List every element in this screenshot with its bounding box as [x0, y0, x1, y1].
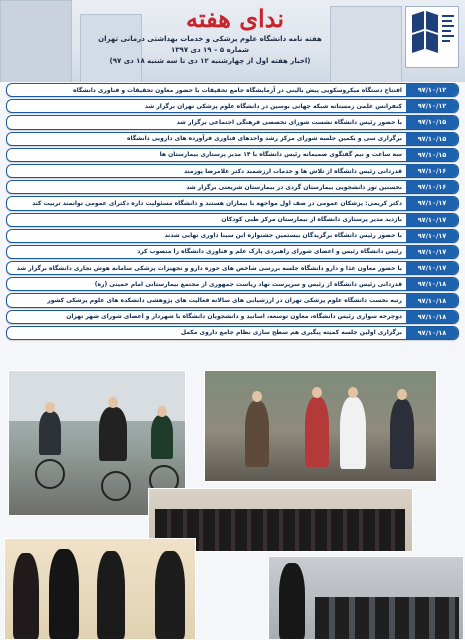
news-date: ۹۷/۱۰/۱۷ — [406, 214, 458, 226]
news-headline: با حضور رئیس دانشگاه برگزیدگان بیستمین جشنواره ابن سینا داوری نهایی شدند — [164, 232, 402, 240]
news-headline: نخستین تور دانشجویی بیمارستان گردی در بیمارستان شریعتی برگزار شد — [186, 183, 402, 191]
person-figure — [13, 553, 39, 639]
news-date: ۹۷/۱۰/۱۵ — [406, 149, 458, 161]
news-item[interactable] — [6, 148, 459, 162]
news-date: ۹۷/۱۰/۱۶ — [406, 181, 458, 193]
news-item[interactable] — [6, 99, 459, 113]
person-head — [348, 387, 358, 398]
person-head — [252, 391, 262, 402]
news-headline: با حضور رئیس دانشگاه نشست شورای تخصصی فرهنگی اجتماعی برگزار شد — [176, 118, 402, 126]
person-figure — [97, 551, 125, 639]
cyclist-figure — [151, 415, 173, 459]
photo-ceremony — [4, 538, 196, 640]
person-figure — [390, 399, 414, 469]
news-item[interactable] — [6, 310, 459, 324]
cyclist-head — [157, 406, 167, 417]
news-date: ۹۷/۱۰/۱۲ — [406, 84, 458, 96]
photo-hospital-tour — [204, 370, 437, 482]
cyclist-head — [45, 402, 55, 413]
person-head — [312, 387, 322, 398]
news-item[interactable] — [6, 229, 459, 243]
cyclist-figure — [39, 411, 61, 455]
news-date: ۹۷/۱۰/۱۷ — [406, 262, 458, 274]
news-date: ۹۷/۱۰/۱۵ — [406, 133, 458, 145]
news-date: ۹۷/۱۰/۱۸ — [406, 311, 458, 323]
news-headline: رتبه نخست دانشگاه علوم پزشکی تهران در ارزشیابی های سالانه فعالیت های پژوهشی دانشکده های علوم پزشکی کشور — [47, 297, 402, 305]
news-item[interactable] — [6, 164, 459, 178]
issue-number: شماره ۵ – ۱۹ دی ۱۳۹۷ — [171, 46, 249, 54]
news-date: ۹۷/۱۰/۱۶ — [406, 165, 458, 177]
news-date: ۹۷/۱۰/۱۷ — [406, 230, 458, 242]
news-date: ۹۷/۱۰/۱۸ — [406, 327, 458, 339]
news-headline: برگزاری سی و یکمین جلسه شورای مرکز رشد واحدهای فناوری فرآورده های دارویی دانشگاه — [126, 135, 402, 143]
publication-title: ندای هفته — [186, 4, 284, 33]
person-head — [397, 389, 407, 400]
bike-wheel — [101, 471, 131, 501]
news-headline: سه ساعت و نیم گفتگوی صمیمانه رئیس دانشگاه با ۱۴ مدیر پرستاری بیمارستان ها — [159, 151, 402, 159]
news-headline: با حضور معاون غذا و دارو دانشگاه جلسه بررسی شاخص های حوزه دارو و تجهیزات پزشکی سامانه هوش تجاری دانشگاه برگزار شد — [16, 264, 402, 272]
news-item[interactable] — [6, 277, 459, 291]
person-figure — [49, 549, 79, 639]
person-figure — [245, 401, 269, 467]
building-right — [330, 6, 402, 82]
news-date: ۹۷/۱۰/۱۷ — [406, 197, 458, 209]
news-date: ۹۷/۱۰/۱۵ — [406, 116, 458, 128]
news-headline: افتتاح دستگاه میکروسکوپی پیش بالینی در آزمایشگاه جامع تحقیقات با حضور معاون تحقیقات و فناوری دانشگاه — [73, 86, 402, 94]
news-item[interactable] — [6, 261, 459, 275]
news-headline: رئیس دانشگاه رئیس و اعضای شورای راهبردی پارک علم و فناوری دانشگاه را منصوب کرد — [137, 248, 402, 256]
person-figure — [305, 397, 329, 467]
header-banner — [0, 0, 465, 82]
issue-date-range: (اخبار هفته اول از چهارشنبه ۱۲ دی تا سه شنبه ۱۸ دی ۹۷) — [109, 57, 311, 65]
person-figure — [340, 397, 366, 469]
news-headline: قدردانی رئیس دانشگاه از تلاش ها و خدمات ارزشمند دکتر غلامرضا پورمند — [183, 167, 402, 175]
news-date: ۹۷/۱۰/۱۷ — [406, 246, 458, 258]
publication-subtitle: هفته نامه دانشگاه علوم پزشکی و خدمات بهداشتی درمانی تهران — [98, 35, 322, 43]
person-figure — [155, 551, 185, 639]
news-item[interactable] — [6, 326, 459, 340]
audience-row — [315, 597, 459, 639]
news-list — [6, 83, 459, 340]
cyclist-head — [108, 397, 118, 408]
news-date: ۹۷/۱۰/۱۲ — [406, 100, 458, 112]
news-headline: قدردانی رئیس دانشگاه از رئیس و سرپرست نهاد ریاست جمهوری از مجتمع بیمارستانی امام خمینی (ره) — [94, 280, 402, 288]
photo-collage — [0, 370, 465, 640]
news-date: ۹۷/۱۰/۱۸ — [406, 294, 458, 306]
news-headline: دکتر کریمی: پزشکان عمومی در صف اول مواجهه با بیماران هستند و دانشگاه مسئولیت داره دکترای عمومی توانمند تربیت کند — [32, 199, 402, 207]
bike-wheel — [35, 459, 65, 489]
cyclist-figure — [99, 407, 127, 461]
news-headline: کنفرانس علمی زمستانه شبکه جهانی بوسین در دانشگاه علوم پزشکی تهران برگزار شد — [144, 102, 402, 110]
university-logo — [405, 6, 459, 68]
news-item[interactable] — [6, 293, 459, 307]
news-item[interactable] — [6, 83, 459, 97]
news-date: ۹۷/۱۰/۱۸ — [406, 278, 458, 290]
news-item[interactable] — [6, 132, 459, 146]
news-item[interactable] — [6, 115, 459, 129]
person-figure — [279, 563, 305, 639]
news-item[interactable] — [6, 213, 459, 227]
news-headline: بازدید مدیر پرستاری دانشگاه از بیمارستان مرکز طبی کودکان — [221, 216, 402, 224]
news-item[interactable] — [6, 245, 459, 259]
news-item[interactable] — [6, 180, 459, 194]
photo-meeting — [268, 556, 464, 640]
news-headline: برگزاری اولین جلسه کمیته پیگیری هم سطح سازی نظام جامع داروی مکمل — [180, 329, 402, 337]
news-item[interactable] — [6, 196, 459, 210]
news-headline: دوچرخه سواری رئیس دانشگاه، معاون توسعه، اساتید و دانشجویان دانشگاه با شهردار و اعضای شورای شهر تهران — [66, 313, 402, 321]
